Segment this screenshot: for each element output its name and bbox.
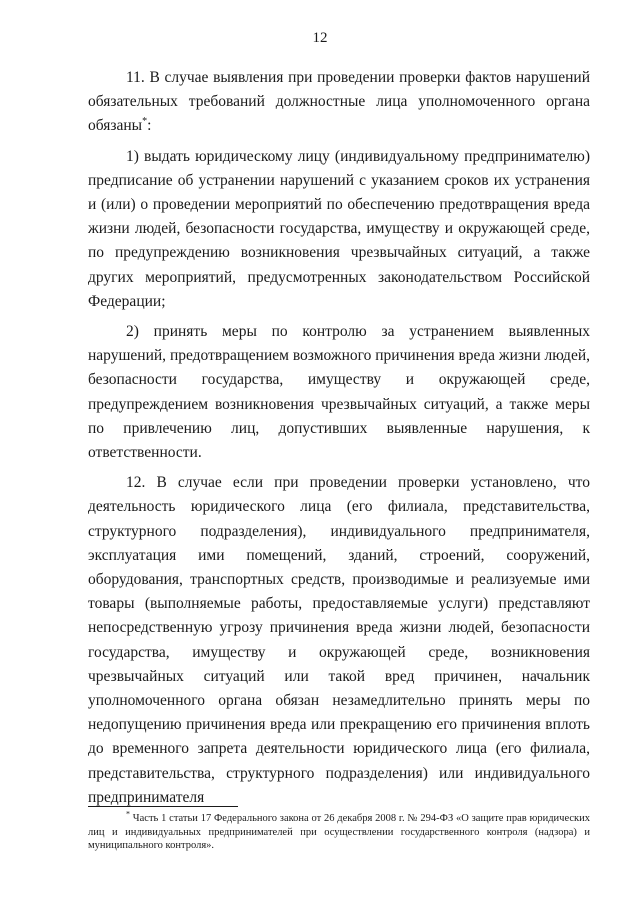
footnote (88, 809, 590, 853)
paragraph-subitem-1: 1) выдать юридическому лицу (индивидуальному предпринимателю) предписание об устранении нарушений с указанием сроков их устранения и (или) о проведении мероприятий по обеспечению предотвращения вреда жизни людей, безопасности государства, имуществу и окружающей среде, по предупреждению возникновения чрезвычайных ситуаций, а также других мероприятий, предусмотренных законодательством Российской Федерации; (88, 147, 590, 310)
footnote-mark: * (126, 809, 130, 819)
paragraph-subitem-2: 2) принять меры по контролю за устранением выявленных нарушений, предотвращением возможного причинения вреда жизни людей, безопасности государства, имуществу и окружающей среде, предупреждением возникновения чрезвычайных ситуаций, а также меры по привлечению лиц, допустивших выявленные нарушения, к ответственности. (88, 323, 590, 462)
footnote-divider (88, 806, 238, 807)
paragraph-text: 11. В случае выявления при проведении проверки фактов нарушений обязательных требований должностные лица уполномоченного органа обязаны (88, 69, 590, 135)
document-body (88, 66, 590, 810)
paragraph-item-12: 12. В случае если при проведении проверки установлено, что деятельность юридического лица (его филиала, представительства, структурного подразделения), индивидуального предпринимателя, эксплуатация ими помещений, зданий, строений, сооружений, оборудования, транспортных средств, производимые и реализуемые ими товары (выполняемые работы, предоставляемые услуги) представляют непосредственную угрозу причинения вреда жизни людей, безопасности государства, имуществу и окружающей среде, возникновения чрезвычайных ситуаций или такой вред причинен, начальник уполномоченного органа обязан незамедлительно принять меры по недопущению причинения вреда или прекращению его причинения вплоть до временного запрета деятельности юридического лица (его филиала, представительства, структурного подразделения) или индивидуального предпринимателя (88, 474, 590, 806)
footnote-text: Часть 1 статьи 17 Федерального закона от 26 декабря 2008 г. № 294-ФЗ «О защите прав юридических лиц и индивидуальных предпринимателей при осуществлении государственного контроля (надзора) и муниципального контроля». (88, 813, 590, 851)
paragraph-colon: : (147, 117, 152, 135)
page-number: 12 (312, 30, 328, 46)
paragraph-item-11 (88, 66, 590, 139)
footnote-reference: * (142, 116, 148, 128)
